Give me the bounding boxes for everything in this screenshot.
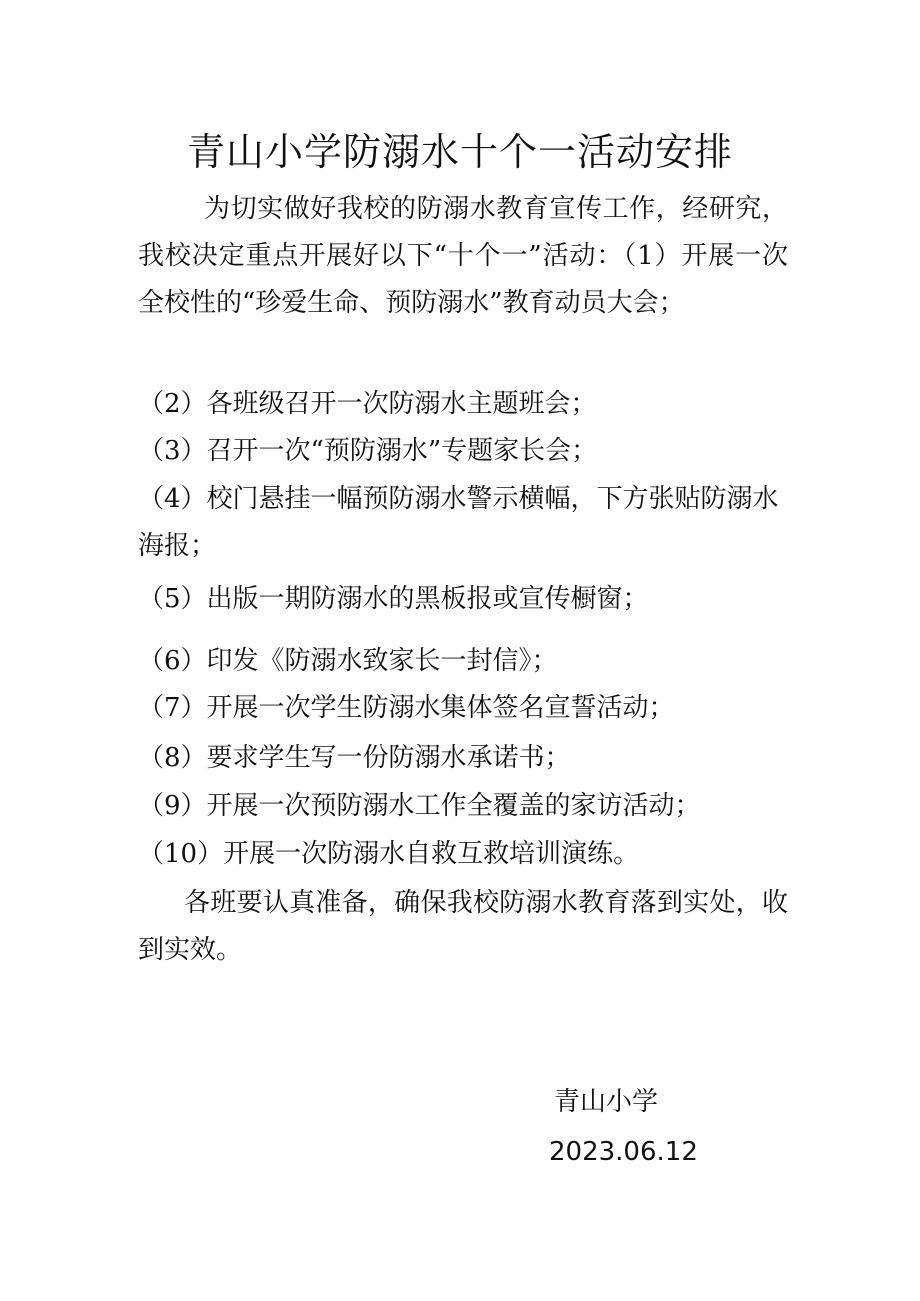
closing-paragraph: 各班要认真准备，确保我校防溺水教育落到实处，收到实效。 [138,888,788,965]
list-item-2: （2）各班级召开一次防溺水主题班会； [138,389,597,419]
list-item-4: （4）校门悬挂一幅预防溺水警示横幅，下方张贴防溺水海报； [138,484,779,561]
intro-paragraph: 为切实做好我校的防溺水教育宣传工作，经研究，我校决定重点开展好以下“十个一”活动：（1）开展一次全校性的“珍爱生命、预防溺水”教育动员大会； [138,194,788,318]
signer-name: 青山小学 [554,1087,659,1117]
list-item-3: （3）召开一次“预防溺水”专题家长会； [138,436,598,466]
list-item-8: （8）要求学生写一份防溺水承诺书； [138,743,571,773]
list-item-9: （9）开展一次预防溺水工作全覆盖的家访活动； [138,791,701,821]
list-item-6: （6）印发《防溺水致家长一封信》； [138,646,558,676]
list-item-5: （5）出版一期防溺水的黑板报或宣传橱窗； [138,584,649,614]
list-item-7: （7）开展一次学生防溺水集体签名宣誓活动； [138,693,675,723]
list-item-10: （10）开展一次防溺水自救互救培训演练。 [138,839,640,869]
document-date: 2023.06.12 [549,1137,698,1167]
document-title: 青山小学防溺水十个一活动安排 [186,130,733,174]
